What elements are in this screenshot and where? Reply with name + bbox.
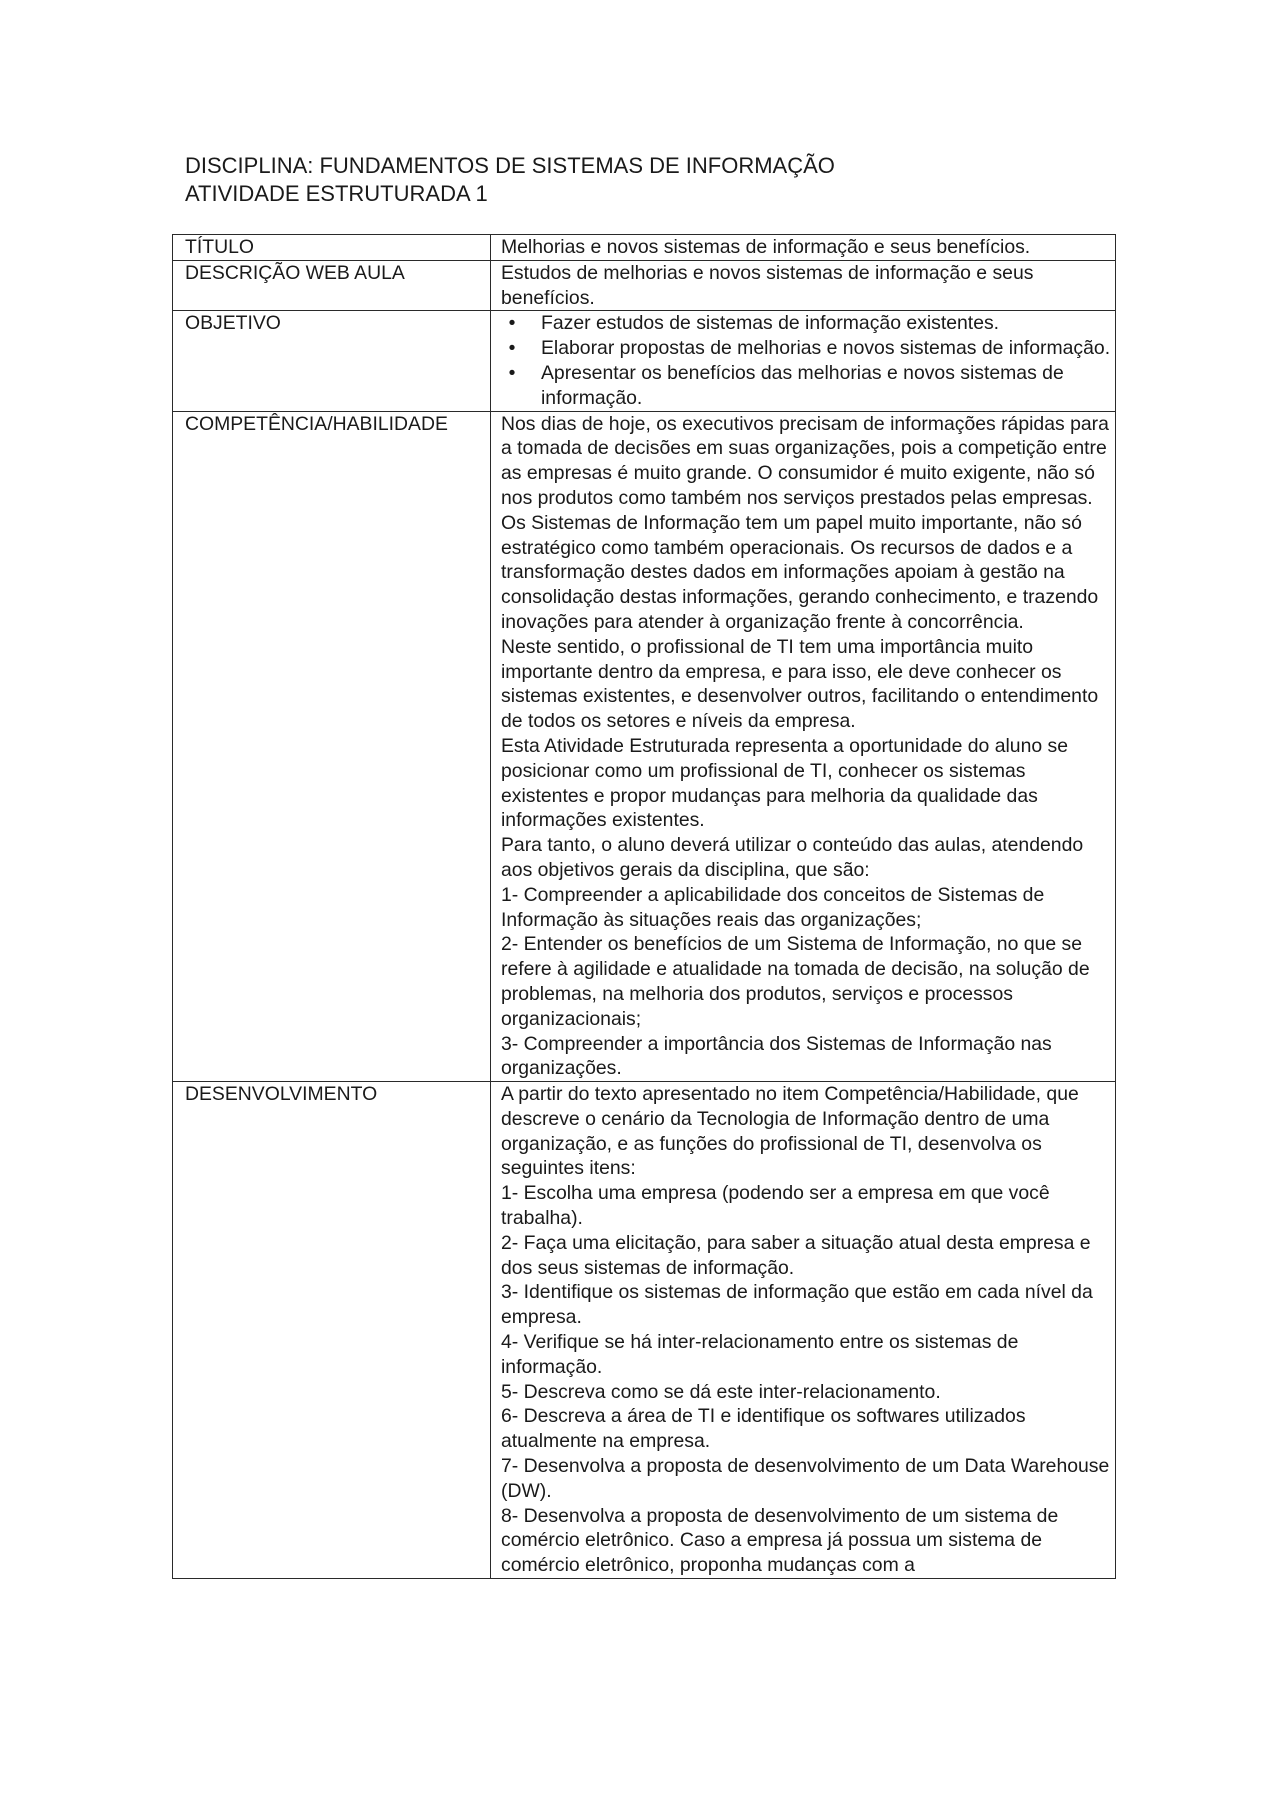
task-item: 8- Desenvolva a proposta de desenvolvimento de um sistema de comércio eletrônico. Caso a empresa já possua um sistema de comércio eletrônico, proponha mudanças com a	[501, 1504, 1059, 1577]
task-item: 6- Descreva a área de TI e identifique os softwares utilizados atualmente na empresa.	[501, 1405, 1026, 1453]
task-item: 3- Identifique os sistemas de informação que estão em cada nível da empresa.	[501, 1281, 1093, 1329]
task-item: 4- Verifique se há inter-relacionamento entre os sistemas de informação.	[501, 1331, 1019, 1378]
activity-table	[172, 234, 1116, 1579]
goal-item: 2- Entender os benefícios de um Sistema de Informação, no que se refere à agilidade e atualidade na tomada de decisão, na solução de problemas, na melhoria dos produtos, serviços e processos organizacionais;	[501, 933, 1090, 1030]
paragraph: Para tanto, o aluno deverá utilizar o conteúdo das aulas, atendendo aos objetivos gerais da disciplina, que são:	[501, 834, 1084, 881]
bullet-icon: •	[508, 361, 516, 384]
table-row-desenvolvimento	[173, 1082, 1116, 1579]
row-content-objetivo	[491, 311, 1116, 411]
goal-item: 1- Compreender a aplicabilidade dos conceitos de Sistemas de Informação às situações reais das organizações;	[501, 883, 1045, 931]
objective-text: Fazer estudos de sistemas de informação existentes.	[541, 312, 1000, 335]
table-row-titulo	[173, 235, 1116, 261]
table-row-descricao	[173, 260, 1116, 311]
row-label-competencia: COMPETÊNCIA/HABILIDADE	[173, 411, 491, 1082]
objective-item	[501, 361, 1111, 411]
row-label-desenvolvimento: DESENVOLVIMENTO	[173, 1082, 491, 1579]
objective-item	[501, 311, 1111, 336]
table-row-competencia	[173, 411, 1116, 1082]
row-content-titulo: Melhorias e novos sistemas de informação e seus benefícios.	[491, 235, 1116, 261]
bullet-icon: •	[508, 312, 516, 335]
task-item: 1- Escolha uma empresa (podendo ser a empresa em que você trabalha).	[501, 1182, 1050, 1230]
bullet-icon: •	[508, 337, 516, 360]
paragraph: A partir do texto apresentado no item Competência/Habilidade, que descreve o cenário da Tecnologia de Informação dentro de uma organização, e as funções do profissional de TI, desenvolva os seguintes itens:	[501, 1083, 1079, 1180]
row-label-titulo: TÍTULO	[173, 235, 491, 261]
paragraph: Neste sentido, o profissional de TI tem uma importância muito importante dentro da empresa, e para isso, ele deve conhecer os sistemas existentes, e desenvolver outros, facilitando o entendimento de todos os setores e níveis da empresa.	[501, 635, 1099, 733]
row-content-desenvolvimento	[491, 1082, 1116, 1579]
row-label-objetivo: OBJETIVO	[173, 311, 491, 411]
task-item: 2- Faça uma elicitação, para saber a situação atual desta empresa e dos seus sistemas de informação.	[501, 1231, 1091, 1279]
task-item: 7- Desenvolva a proposta de desenvolvimento de um Data Warehouse (DW).	[501, 1455, 1110, 1502]
task-item: 5- Descreva como se dá este inter-relacionamento.	[501, 1380, 941, 1403]
objective-item	[501, 336, 1111, 361]
row-content-descricao: Estudos de melhorias e novos sistemas de informação e seus benefícios.	[491, 260, 1116, 311]
paragraph: Os Sistemas de Informação tem um papel muito importante, não só estratégico como também operacionais. Os recursos de dados e a transformação destes dados em informações apoiam à gestão na consolidação destas informações, gerando conhecimento, e trazendo inovações para atender à organização frente à concorrência.	[501, 511, 1099, 633]
paragraph: Esta Atividade Estruturada representa a oportunidade do aluno se posicionar como um profissional de TI, conhecer os sistemas existentes e propor mudanças para melhoria da qualidade das informações existentes.	[501, 734, 1069, 832]
objective-text: Elaborar propostas de melhorias e novos sistemas de informação.	[541, 337, 1111, 360]
discipline-title: DISCIPLINA: FUNDAMENTOS DE SISTEMAS DE INFORMAÇÃO	[185, 153, 835, 178]
paragraph: Nos dias de hoje, os executivos precisam de informações rápidas para a tomada de decisões em suas organizações, pois a competição entre as empresas é muito grande. O consumidor é muito exigente, não só nos produtos como também nos serviços prestados pelas empresas.	[501, 412, 1109, 509]
objective-list	[501, 311, 1111, 410]
document-header	[185, 152, 835, 208]
table-row-objetivo	[173, 311, 1116, 411]
goal-item: 3- Compreender a importância dos Sistemas de Informação nas organizações.	[501, 1032, 1052, 1080]
objective-text: Apresentar os benefícios das melhorias e novos sistemas de informação.	[541, 361, 1064, 409]
row-label-descricao: DESCRIÇÃO WEB AULA	[173, 260, 491, 311]
activity-title: ATIVIDADE ESTRUTURADA 1	[185, 181, 488, 206]
row-content-competencia	[491, 411, 1116, 1082]
